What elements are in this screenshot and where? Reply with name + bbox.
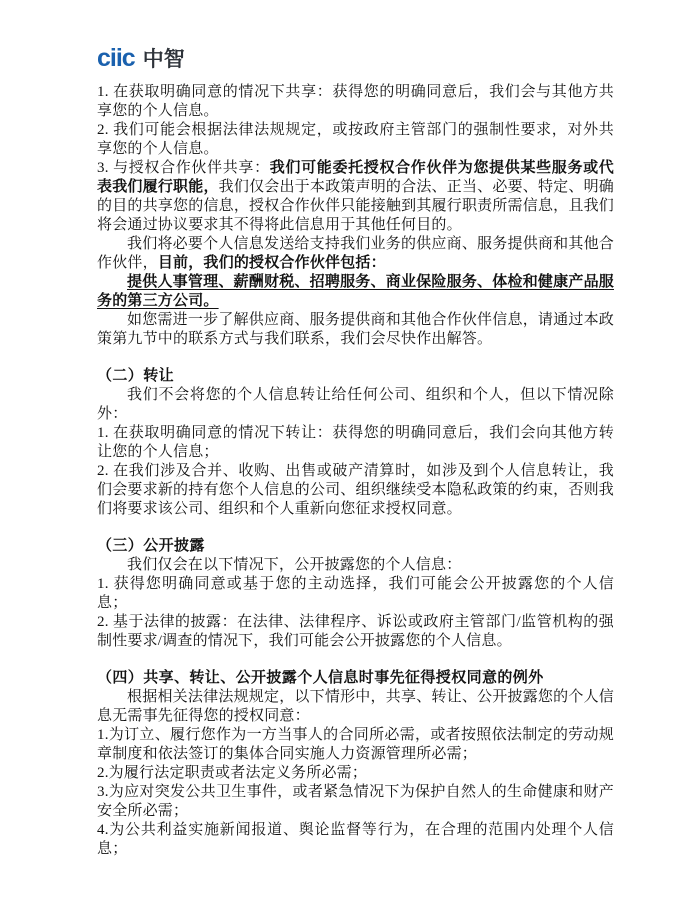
paragraph bbox=[97, 783, 614, 821]
text-segment: 提供人事管理、薪酬财税、招聘服务、商业保险服务、体检和健康产品服务的第三方公司。 bbox=[97, 274, 614, 309]
text-segment: （四）共享、转让、公开披露个人信息时事先征得授权同意的例外 bbox=[97, 670, 544, 686]
paragraph bbox=[97, 424, 614, 462]
document-body bbox=[97, 83, 614, 859]
section-heading bbox=[97, 367, 614, 386]
paragraph bbox=[97, 764, 614, 783]
text-segment: 2. 基于法律的披露：在法律、法律程序、诉讼或政府主管部门/监管机构的强制性要求/调查的情况下，我们可能会公开披露您的个人信息。 bbox=[97, 614, 614, 649]
text-segment: 2.为履行法定职责或者法定义务所必需； bbox=[97, 765, 368, 781]
paragraph bbox=[97, 688, 614, 726]
text-segment: （三）公开披露 bbox=[97, 538, 205, 554]
paragraph bbox=[97, 159, 614, 235]
paragraph bbox=[97, 726, 614, 764]
paragraph bbox=[97, 575, 614, 613]
text-segment: 如您需进一步了解供应商、服务提供商和其他合作伙伴信息，请通过本政策第九节中的联系方式与我们联系，我们会尽快作出解答。 bbox=[97, 312, 614, 347]
text-segment: 1. 在获取明确同意的情况下共享：获得您的明确同意后，我们会与其他方共享您的个人信息。 bbox=[97, 84, 614, 119]
text-segment: 1.为订立、履行您作为一方当事人的合同所必需，或者按照依法制定的劳动规章制度和依法签订的集体合同实施人力资源管理所必需； bbox=[97, 727, 614, 762]
paragraph bbox=[97, 273, 614, 311]
text-segment: 我们可能委托授权合作伙伴为您提供某些服务或代表我们履行职能， bbox=[97, 160, 615, 195]
text-segment: 3. 与授权合作伙伴共享： bbox=[97, 160, 270, 176]
paragraph bbox=[97, 311, 614, 349]
text-segment: 2. 在我们涉及合并、收购、出售或破产清算时，如涉及到个人信息转让，我们会要求新的持有您个人信息的公司、组织继续受本隐私政策的约束，否则我们将要求该公司、组织和个人重新向您征求授权同意。 bbox=[97, 463, 614, 517]
text-segment: 1. 获得您明确同意或基于您的主动选择，我们可能会公开披露您的个人信息； bbox=[97, 576, 614, 611]
text-segment: 3.为应对突发公共卫生事件，或者紧急情况下为保护自然人的生命健康和财产安全所必需； bbox=[97, 784, 614, 819]
paragraph bbox=[97, 821, 614, 859]
text-segment: 2. 我们可能会根据法律法规规定，或按政府主管部门的强制性要求，对外共享您的个人信息。 bbox=[97, 122, 614, 157]
paragraph bbox=[97, 235, 614, 273]
text-segment: 我们不会将您的个人信息转让给任何公司、组织和个人，但以下情况除外： bbox=[97, 387, 614, 422]
section-heading bbox=[97, 669, 614, 688]
paragraph bbox=[97, 83, 614, 121]
text-segment: 根据相关法律法规规定，以下情形中，共享、转让、公开披露您的个人信息无需事先征得您的授权同意： bbox=[97, 689, 614, 724]
text-segment: 1. 在获取明确同意的情况下转让：获得您的明确同意后，我们会向其他方转让您的个人信息； bbox=[97, 425, 614, 460]
text-segment: 我们仅会出于本政策声明的合法、正当、必要、特定、明确的目的共享您的信息，授权合作伙伴只能接触到其履行职责所需信息，且我们将会通过协议要求其不得将此信息用于其他任何目的。 bbox=[97, 179, 615, 233]
ciic-logo-cjk: 中智 bbox=[142, 48, 185, 71]
paragraph bbox=[97, 462, 614, 519]
paragraph bbox=[97, 556, 614, 575]
text-segment: 4.为公共利益实施新闻报道、舆论监督等行为，在合理的范围内处理个人信息； bbox=[97, 822, 614, 857]
paragraph bbox=[97, 613, 614, 651]
ciic-logo-latin: ciic bbox=[97, 44, 135, 72]
text-segment: （二）转让 bbox=[97, 368, 175, 384]
text-segment: 我们仅会在以下情况下，公开披露您的个人信息： bbox=[127, 557, 462, 573]
text-segment: 目前，我们的授权合作伙伴包括： bbox=[157, 255, 386, 271]
paragraph bbox=[97, 121, 614, 159]
text-segment: 我们将必要个人信息发送给支持我们业务的供应商、服务提供商和其他合作伙伴， bbox=[97, 236, 614, 271]
section-heading bbox=[97, 537, 614, 556]
ciic-logo bbox=[97, 46, 614, 71]
paragraph bbox=[97, 386, 614, 424]
